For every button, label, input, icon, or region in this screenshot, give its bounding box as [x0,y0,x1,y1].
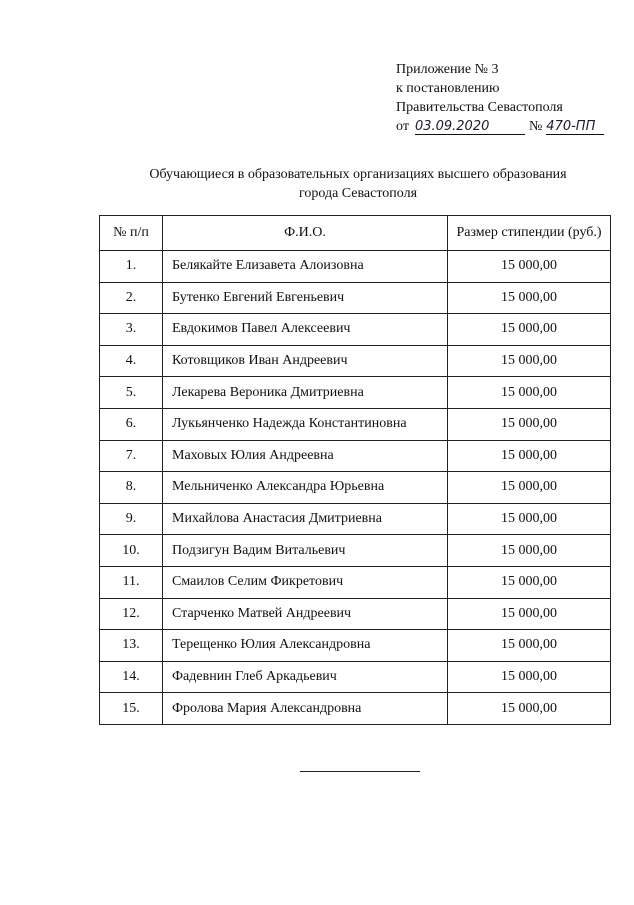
student-name: Смаилов Селим Фикретович [163,566,448,598]
student-name: Лекарева Вероника Дмитриевна [163,377,448,409]
student-name: Фадевнин Глеб Аркадьевич [163,661,448,693]
table-row [100,345,611,377]
student-name: Михайлова Анастасия Дмитриевна [163,503,448,535]
scholarship-amount: 15 000,00 [448,377,611,409]
row-number: 3. [100,314,163,346]
row-number: 5. [100,377,163,409]
row-number: 15. [100,693,163,725]
table-row [100,472,611,504]
row-number: 11. [100,566,163,598]
scholarship-amount: 15 000,00 [448,314,611,346]
student-name: Котовщиков Иван Андреевич [163,345,448,377]
table-row [100,598,611,630]
table-body [100,251,611,725]
row-number: 6. [100,408,163,440]
appendix-authority: Правительства Севастополя [396,100,563,115]
scholarship-amount: 15 000,00 [448,598,611,630]
scholarship-amount: 15 000,00 [448,535,611,567]
header-amount: Размер стипендии (руб.) [448,216,611,251]
scholarship-amount: 15 000,00 [448,251,611,283]
table-row [100,535,611,567]
student-name: Лукьянченко Надежда Константиновна [163,408,448,440]
student-name: Бутенко Евгений Евгеньевич [163,282,448,314]
student-name: Мельниченко Александра Юрьевна [163,472,448,504]
scholarship-amount: 15 000,00 [448,661,611,693]
student-name: Фролова Мария Александровна [163,693,448,725]
row-number: 7. [100,440,163,472]
closing-divider [300,771,420,772]
row-number: 9. [100,503,163,535]
scholarship-amount: 15 000,00 [448,472,611,504]
scholarship-amount: 15 000,00 [448,282,611,314]
number-label: № [528,119,543,134]
scholarship-amount: 15 000,00 [448,345,611,377]
student-name: Терещенко Юлия Александровна [163,630,448,662]
row-number: 8. [100,472,163,504]
scholarship-amount: 15 000,00 [448,693,611,725]
title-line-1: Обучающиеся в образовательных организациях высшего образования [149,167,567,182]
table-row [100,282,611,314]
table-row [100,440,611,472]
table-row [100,377,611,409]
scholarship-amount: 15 000,00 [448,630,611,662]
student-name: Евдокимов Павел Алексеевич [163,314,448,346]
handwritten-number: 470-ПП [546,120,604,135]
title-line-2: города Севастополя [298,186,418,201]
document-title [100,165,616,203]
handwritten-date: 03.09.2020 [415,120,525,135]
student-name: Подзигун Вадим Витальевич [163,535,448,567]
scholarship-table [99,215,611,725]
appendix-number: Приложение № 3 [396,62,499,77]
table-row [100,693,611,725]
table-row [100,408,611,440]
student-name: Старченко Матвей Андреевич [163,598,448,630]
scholarship-amount: 15 000,00 [448,503,611,535]
table-header-row [100,216,611,251]
date-prefix: от [396,119,409,134]
row-number: 10. [100,535,163,567]
table-row [100,566,611,598]
table-row [100,314,611,346]
row-number: 2. [100,282,163,314]
table-row [100,251,611,283]
student-name: Маховых Юлия Андреевна [163,440,448,472]
table-row [100,503,611,535]
scholarship-amount: 15 000,00 [448,408,611,440]
header-name: Ф.И.О. [163,216,448,251]
row-number: 14. [100,661,163,693]
row-number: 4. [100,345,163,377]
scholarship-amount: 15 000,00 [448,440,611,472]
appendix-header [396,60,604,136]
student-name: Белякайте Елизавета Алоизовна [163,251,448,283]
header-number: № п/п [100,216,163,251]
table-row [100,661,611,693]
scholarship-amount: 15 000,00 [448,566,611,598]
row-number: 1. [100,251,163,283]
appendix-resolution-label: к постановлению [396,81,500,96]
row-number: 12. [100,598,163,630]
table-row [100,630,611,662]
appendix-reference-line [396,117,604,136]
row-number: 13. [100,630,163,662]
